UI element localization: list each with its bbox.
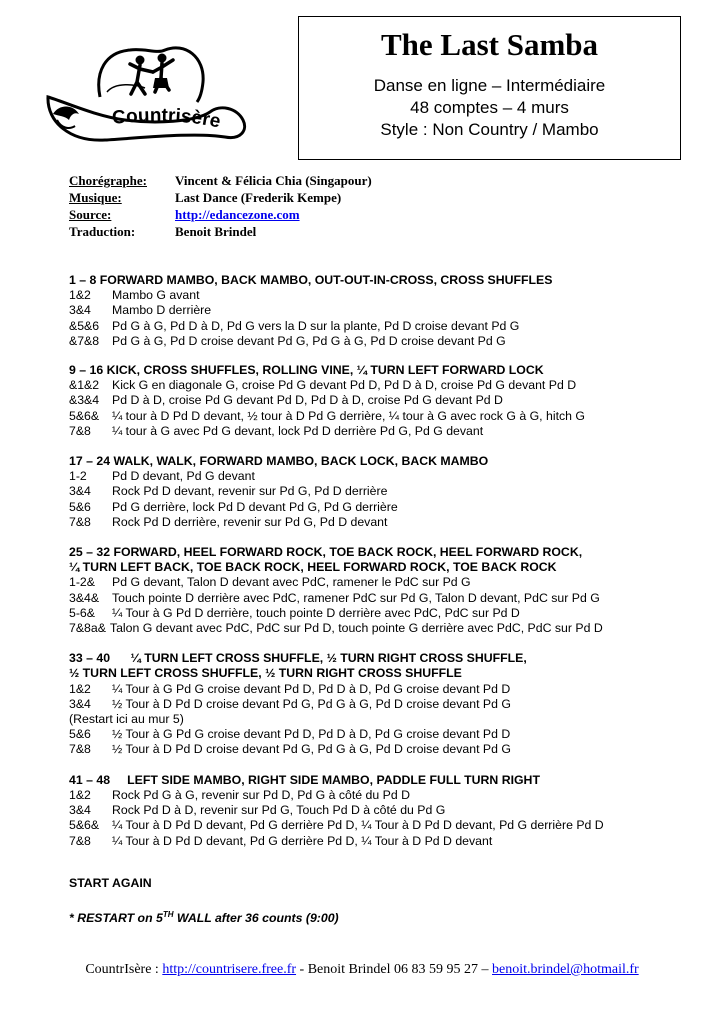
- restart-prefix: * RESTART on 5: [69, 911, 163, 925]
- step-count: 7&8a&: [69, 621, 106, 636]
- step-description: ¼ Tour à G Pd D derrière, touch pointe D derrière avec PdC, PdC sur Pd D: [112, 605, 520, 620]
- step-description: ¼ tour à G avec Pd G devant, lock Pd D derrière Pd G, Pd G devant: [112, 423, 484, 438]
- section-title: 17 – 24 WALK, WALK, FORWARD MAMBO, BACK LOCK, BACK MAMBO: [69, 454, 489, 469]
- step-count: 5&6: [69, 727, 91, 742]
- step-count: 3&4&: [69, 590, 100, 605]
- step-count: &5&6: [69, 318, 100, 333]
- step-count: 7&8: [69, 514, 91, 529]
- section-title: 1 – 8 FORWARD MAMBO, BACK MAMBO, OUT-OUT-IN-CROSS, CROSS SHUFFLES: [69, 273, 553, 287]
- section-title: ¼ TURN LEFT BACK, TOE BACK ROCK, HEEL FORWARD ROCK, TOE BACK ROCK: [69, 560, 557, 575]
- choreographer-row: [69, 172, 372, 189]
- section-title: ½ TURN LEFT CROSS SHUFFLE, ½ TURN RIGHT CROSS SHUFFLE: [69, 666, 462, 681]
- step-row: [69, 742, 709, 757]
- footer-email-link[interactable]: benoit.brindel@hotmail.fr: [492, 962, 639, 977]
- step-count: 7&8: [69, 423, 91, 438]
- credits-block: [69, 172, 372, 240]
- step-description: ¼ Tour à G Pd G croise devant Pd D, Pd D à D, Pd G croise devant Pd D: [112, 681, 511, 696]
- step-description: Pd G derrière, lock Pd D devant Pd G, Pd G derrière: [112, 499, 398, 514]
- step-count: 1&2: [69, 681, 91, 696]
- step-count: 1-2: [69, 469, 87, 484]
- step-row: [69, 515, 709, 530]
- step-count: 5&6&: [69, 408, 100, 423]
- step-row: [69, 591, 709, 606]
- step-description: ½ Tour à G Pd G croise devant Pd D, Pd D à D, Pd G croise devant Pd D: [112, 727, 511, 742]
- step-description: Rock Pd D derrière, revenir sur Pd G, Pd D devant: [112, 514, 388, 529]
- step-row: [69, 682, 709, 697]
- step-row: [69, 319, 709, 334]
- step-count: 5-6&: [69, 605, 95, 620]
- step-description: ¼ Tour à D Pd D devant, Pd G derrière Pd D, ¼ Tour à D Pd D devant, Pd G derrière Pd D: [112, 818, 604, 833]
- section: [69, 545, 709, 636]
- step-count: 3&4: [69, 696, 91, 711]
- step-row: [69, 803, 709, 818]
- countrisere-logo: [45, 42, 250, 147]
- step-description: Mambo G avant: [112, 288, 200, 303]
- step-description: Mambo D derrière: [112, 303, 212, 318]
- music-label: Musique:: [69, 190, 122, 205]
- step-row: [69, 697, 709, 712]
- step-row: [69, 834, 709, 849]
- step-count: 1-2&: [69, 575, 95, 590]
- page-title: The Last Samba: [380, 27, 599, 62]
- logo-text: Countrisère: [111, 105, 223, 133]
- step-count: 3&4: [69, 303, 91, 318]
- music-value: Last Dance (Frederik Kempe): [175, 190, 342, 205]
- step-description: Pd D à D, croise Pd G devant Pd D, Pd D à D, croise Pd G devant Pd D: [112, 393, 503, 408]
- footer-middle: - Benoit Brindel 06 83 59 95 27 –: [296, 962, 493, 977]
- step-description: Pd G devant, Talon D devant avec PdC, ramener le PdC sur Pd G: [112, 575, 471, 590]
- step-count: 7&8: [69, 833, 91, 848]
- title-box: [298, 16, 681, 160]
- step-row: [69, 500, 709, 515]
- section-title: 9 – 16 KICK, CROSS SHUFFLES, ROLLING VINE, ¼ TURN LEFT FORWARD LOCK: [69, 363, 544, 378]
- step-count: &7&8: [69, 333, 100, 348]
- footer-prefix: CountrIsère :: [85, 962, 163, 977]
- step-description: Rock Pd D devant, revenir sur Pd G, Pd D derrière: [112, 484, 388, 499]
- step-row: [69, 469, 709, 484]
- footer: [0, 962, 724, 978]
- step-row: [69, 575, 709, 590]
- start-again: START AGAIN: [69, 876, 152, 890]
- restart-note: [69, 911, 339, 925]
- restart-suffix: WALL after 36 counts (9:00): [173, 911, 339, 925]
- choreographer-value: Vincent & Félicia Chia (Singapour): [175, 173, 372, 188]
- restart-sup: TH: [162, 910, 174, 919]
- step-row: [69, 484, 709, 499]
- step-row: [69, 378, 709, 393]
- step-row: [69, 334, 709, 349]
- section-title: 33 – 40 ¼ TURN LEFT CROSS SHUFFLE, ½ TURN RIGHT CROSS SHUFFLE,: [69, 651, 527, 666]
- step-description: Talon G devant avec PdC, PdC sur Pd D, touch pointe G derrière avec PdC, PdC sur Pd D: [109, 621, 603, 636]
- section: [69, 651, 709, 757]
- section: [69, 273, 709, 349]
- source-row: [69, 206, 372, 223]
- step-description: Pd G à G, Pd D à D, Pd G vers la D sur la plante, Pd D croise devant Pd G: [112, 318, 520, 333]
- counts-walls: 48 comptes – 4 murs: [410, 98, 569, 117]
- step-row: [69, 288, 709, 303]
- step-count: 5&6: [69, 499, 91, 514]
- footer-site-link[interactable]: http://countrisere.free.fr: [162, 962, 297, 977]
- step-description: ½ Tour à D Pd D croise devant Pd G, Pd G à G, Pd D croise devant Pd G: [112, 696, 511, 711]
- translation-row: [69, 223, 372, 240]
- hat-dancers-logo-icon: [45, 42, 250, 147]
- step-description: Pd G à G, Pd D croise devant Pd G, Pd G à G, Pd D croise devant Pd G: [112, 333, 506, 348]
- step-description: Rock Pd D à D, revenir sur Pd G, Touch Pd D à côté du Pd G: [112, 803, 446, 818]
- step-row: [69, 621, 709, 636]
- step-count: 7&8: [69, 742, 91, 757]
- step-description: ½ Tour à D Pd D croise devant Pd G, Pd G à G, Pd D croise devant Pd G: [112, 742, 511, 757]
- step-note: (Restart ici au mur 5): [69, 712, 184, 727]
- step-description: Kick G en diagonale G, croise Pd G devant Pd D, Pd D à D, croise Pd G devant Pd D: [112, 378, 577, 393]
- step-row: [69, 303, 709, 318]
- step-sheet: [69, 273, 709, 864]
- choreographer-label: Chorégraphe:: [69, 173, 147, 188]
- section: [69, 773, 709, 849]
- step-description: ¼ Tour à D Pd D devant, Pd G derrière Pd D, ¼ Tour à D Pd D devant: [112, 833, 493, 848]
- step-count: 3&4: [69, 484, 91, 499]
- step-row: [69, 393, 709, 408]
- step-count: 3&4: [69, 803, 91, 818]
- music-row: [69, 189, 372, 206]
- source-link[interactable]: http://edancezone.com: [175, 207, 300, 222]
- translation-label: Traduction:: [69, 224, 136, 239]
- step-count: 5&6&: [69, 818, 100, 833]
- step-count: 1&2: [69, 288, 91, 303]
- svg-text:Countrisère: [111, 105, 222, 132]
- translation-value: Benoit Brindel: [175, 224, 257, 239]
- step-count: &1&2: [69, 378, 100, 393]
- step-description: Pd D devant, Pd G devant: [112, 469, 255, 484]
- step-row: [69, 606, 709, 621]
- step-description: Rock Pd G à G, revenir sur Pd D, Pd G à côté du Pd D: [112, 787, 410, 802]
- step-row: [69, 424, 709, 439]
- dance-level: Danse en ligne – Intermédiaire: [373, 76, 606, 95]
- step-row: [69, 818, 709, 833]
- section-title: 25 – 32 FORWARD, HEEL FORWARD ROCK, TOE BACK ROCK, HEEL FORWARD ROCK,: [69, 545, 583, 560]
- source-label: Source:: [69, 207, 112, 222]
- section-title: 41 – 48 LEFT SIDE MAMBO, RIGHT SIDE MAMBO, PADDLE FULL TURN RIGHT: [69, 772, 540, 787]
- section: [69, 363, 709, 439]
- step-description: ¼ tour à D Pd D devant, ½ tour à D Pd G derrière, ¼ tour à G avec rock G à G, hitch G: [112, 408, 585, 423]
- step-row: [69, 409, 709, 424]
- step-row: [69, 727, 709, 742]
- step-row: [69, 788, 709, 803]
- step-count: &3&4: [69, 393, 100, 408]
- step-count: 1&2: [69, 787, 91, 802]
- section: [69, 454, 709, 530]
- dance-style: Style : Non Country / Mambo: [380, 120, 599, 139]
- step-description: Touch pointe D derrière avec PdC, ramener PdC sur Pd G, Talon D devant, PdC sur Pd G: [112, 590, 600, 605]
